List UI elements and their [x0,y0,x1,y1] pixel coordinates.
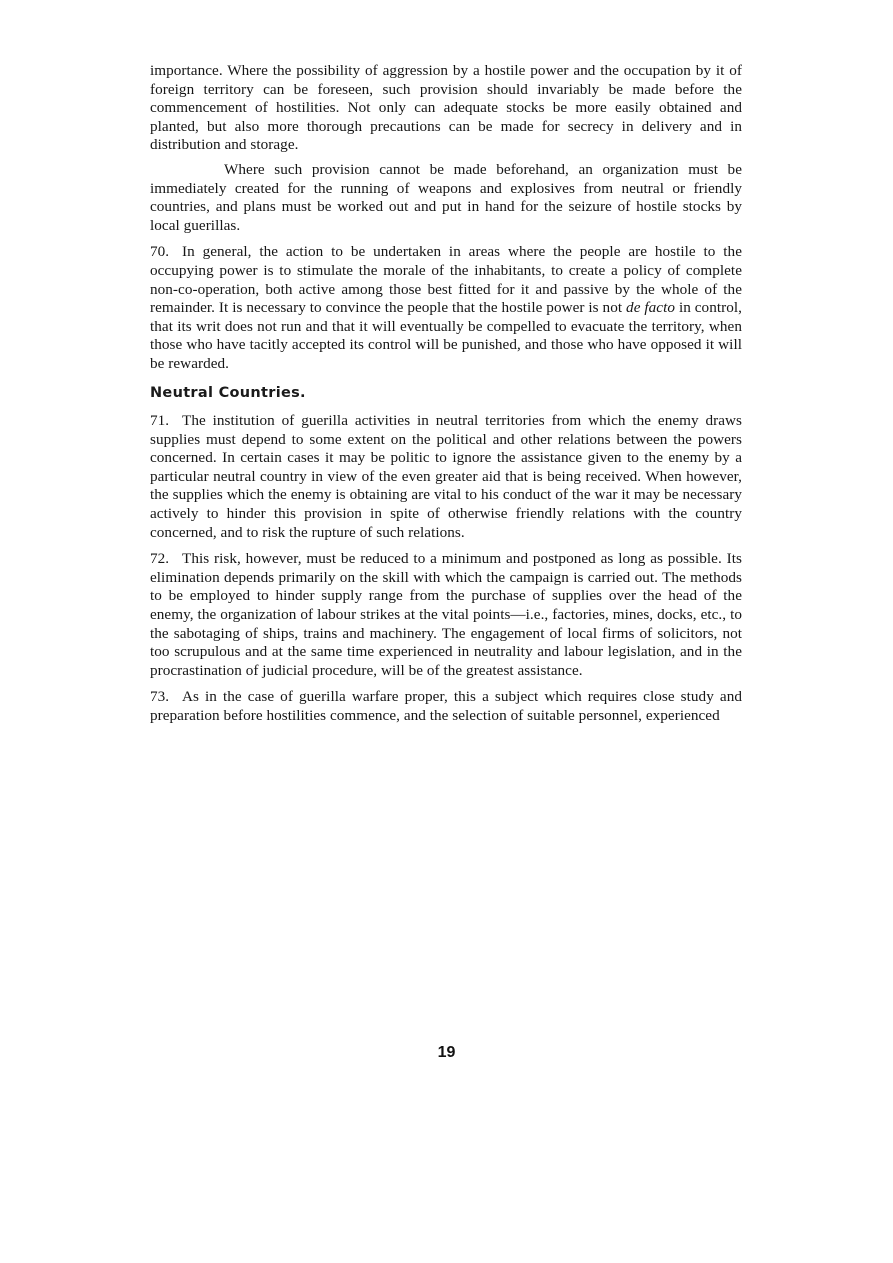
paragraph-number: 73. [150,688,170,706]
paragraph-70 [150,243,742,373]
paragraph-number: 71. [150,412,170,430]
document-page [150,62,742,726]
paragraph-text: As in the case of guerilla warfare proper, this a subject which requires close study and preparation before hostilities commence, and the selection of suitable personnel, experienced [150,688,742,724]
paragraph-73 [150,688,742,725]
paragraph-importance: importance. Where the possibility of aggression by a hostile power and the occupation by it of foreign territory can be foreseen, such provision should invariably be made before the commencement of hostilities. Not only can adequate stocks be more easily obtained and planted, but also more thorough precautions can be made for secrecy in delivery and in distribution and storage. [150,62,742,154]
paragraph-number: 72. [150,550,170,568]
section-heading: Neutral Countries. [150,384,306,401]
paragraph-number: 70. [150,243,170,261]
paragraph-text: in control, that its writ does not run and that it will eventually be compelled to evacuate the territory, when those who have tacitly accepted its control will be punished, and those who have opposed it will be rewarded. [150,299,742,372]
paragraph-text: The institution of guerilla activities in neutral territories from which the enemy draws supplies must depend to some extent on the political and other relations between the powers concerned. In certain cases it may be politic to ignore the assistance given to the enemy by a particular neutral country in view of the even greater aid that is being received. When however, the supplies which the enemy is obtaining are vital to his conduct of the war it may be necessary actively to hinder this provision in spite of otherwise friendly relations with the country concerned, and to risk the rupture of such relations. [150,412,742,541]
paragraph-where-such-provision: Where such provision cannot be made beforehand, an organization must be immediately created for the running of weapons and explosives from neutral or friendly countries, and plans must be worked out and put in hand for the seizure of hostile stocks by local guerillas. [150,160,742,234]
page-number: 19 [437,1044,456,1061]
paragraph-text: In general, the action to be undertaken in areas where the people are hostile to the occupying power is to stimulate the morale of the inhabitants, to create a policy of complete non-co-operation, both active among those best fitted for it and passive by the whole of the remainder. It is necessary to convince the people that the hostile power is not [150,243,742,317]
paragraph-72 [150,550,742,680]
paragraph-italic-text: de facto [626,299,676,317]
paragraph-71 [150,412,742,542]
paragraph-text: This risk, however, must be reduced to a minimum and postponed as long as possible. Its elimination depends primarily on the skill with which the campaign is carried out. The methods to be employed to hinder supply range from the purchase of supplies over the head of the enemy, the organization of labour strikes at the vital points—i.e., factories, mines, docks, etc., to the sabotaging of ships, trains and machinery. The engagement of local firms of solicitors, not too scrupulous and at the same time experienced in neutrality and labour legislation, and in the procrastination of judicial procedure, will be of the greatest assistance. [150,550,742,679]
